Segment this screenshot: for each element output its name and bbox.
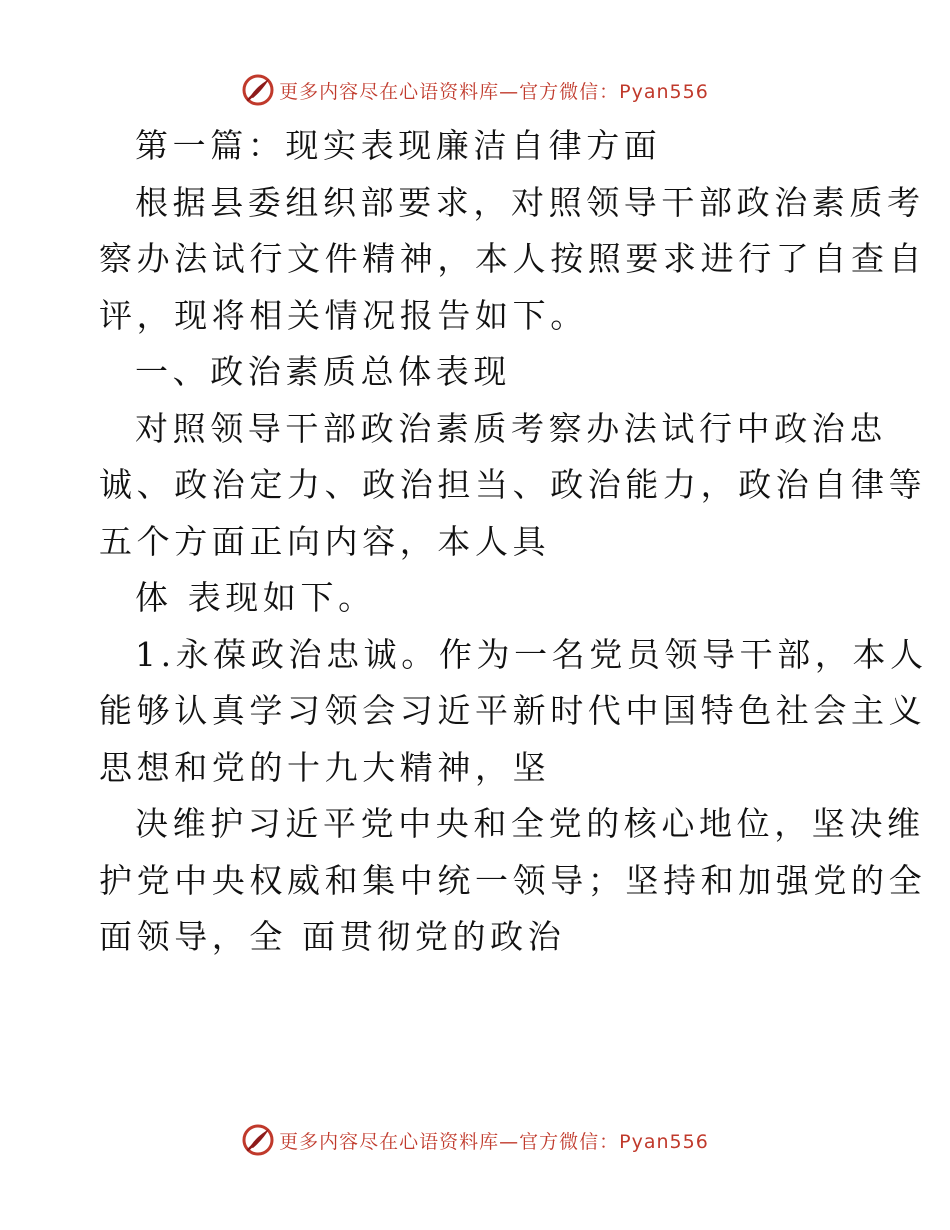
footer-watermark <box>0 1120 950 1160</box>
paragraph-line: 评，现将相关情况报告如下。 <box>99 295 588 335</box>
paragraph-line: 体 表现如下。 <box>135 578 376 617</box>
paragraph-line: 察办法试行文件精神，本人按照要求进行了自查自 <box>99 239 927 278</box>
paragraph-line: 五个方面正向内容，本人具 <box>99 521 551 561</box>
red-quill-logo-icon <box>241 73 275 107</box>
header-watermark <box>0 70 950 110</box>
header-watermark-text: 更多内容尽在心语资料库—官方微信：Pyan556 <box>279 80 709 103</box>
red-quill-logo-icon <box>241 1123 275 1157</box>
paragraph-line: 能够认真学习领会习近平新时代中国特色社会主义 <box>99 691 927 730</box>
paragraph-line: 护党中央权威和集中统一领导；坚持和加强党的全 <box>99 860 927 900</box>
section-heading: 一、政治素质总体表现 <box>135 352 511 391</box>
document-title: 第一篇：现实表现廉洁自律方面 <box>135 126 662 165</box>
paragraph-line: 1.永葆政治忠诚。作为一名党员领导干部，本人 <box>135 634 928 674</box>
paragraph-line: 根据县委组织部要求，对照领导干部政治素质考 <box>135 182 925 222</box>
paragraph-line: 对照领导干部政治素质考察办法试行中政治忠 <box>135 408 887 448</box>
paragraph-line: 思想和党的十九大精神，坚 <box>99 747 551 787</box>
paragraph-line: 诚、政治定力、政治担当、政治能力，政治自律等 <box>99 465 927 504</box>
document-body <box>99 118 928 966</box>
paragraph-line: 决维护习近平党中央和全党的核心地位，坚决维 <box>135 804 925 843</box>
footer-watermark-text: 更多内容尽在心语资料库—官方微信：Pyan556 <box>279 1130 709 1153</box>
paragraph-line: 面领导，全 面贯彻党的政治 <box>99 917 566 956</box>
